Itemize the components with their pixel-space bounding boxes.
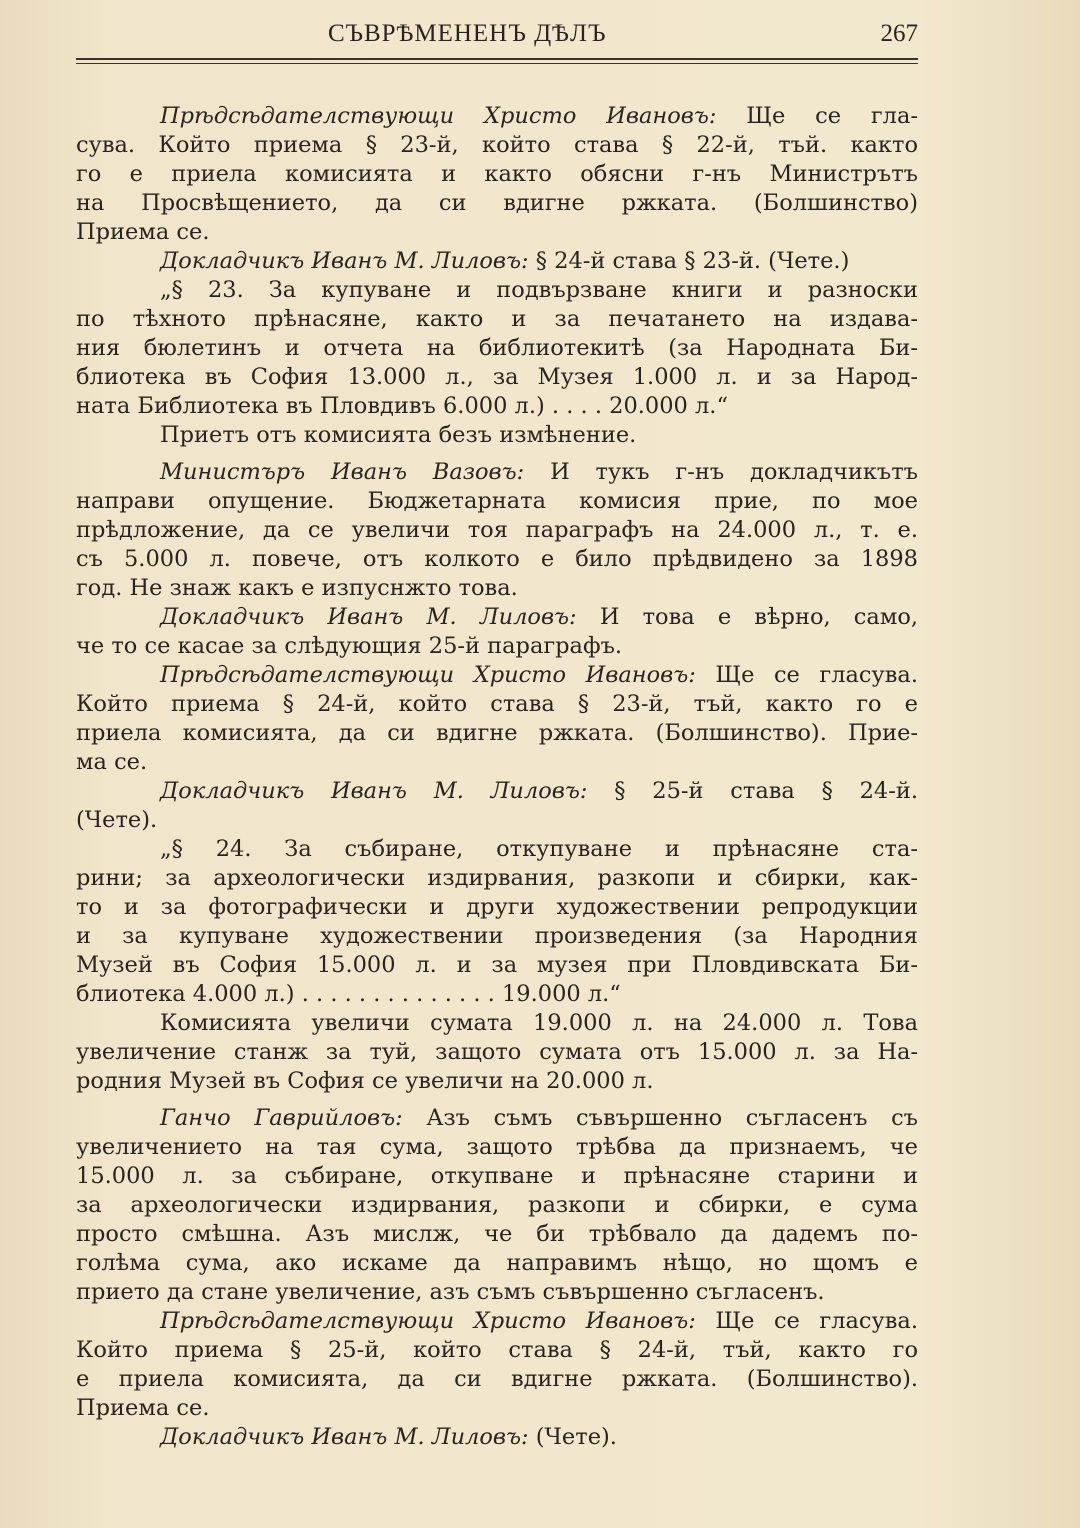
- text-line: [76, 218, 918, 247]
- line-text: Ще се гласува.: [715, 662, 918, 688]
- page-header: [76, 0, 918, 58]
- line-text: го е приела комисията и както обясни г-нъ Министрътъ: [76, 161, 918, 187]
- line-text: (Чете).: [76, 807, 158, 833]
- text-line: [76, 1336, 918, 1365]
- line-text: ма се.: [76, 749, 148, 775]
- paragraph: [76, 777, 918, 835]
- text-line: [76, 690, 918, 719]
- line-text: § 24-й става § 23-й. (Чете.): [535, 248, 850, 274]
- line-text: Азъ съмъ съвършенно съгласенъ съ: [426, 1105, 919, 1131]
- paragraph: [76, 1009, 918, 1096]
- line-text: год. Не знаж какъ е изпуснжто това.: [76, 575, 518, 601]
- text-line: [76, 102, 918, 131]
- text-line: [76, 922, 918, 951]
- line-text: Ще се гла-: [746, 103, 918, 129]
- line-text: е приела комисията, да си вдигне ржката. (Болшинство).: [76, 1366, 918, 1392]
- text-line: [76, 363, 918, 392]
- text-line: [76, 748, 918, 777]
- text-line: [76, 1133, 918, 1162]
- text-line: [76, 458, 918, 487]
- text-line: [76, 1394, 918, 1423]
- text-line: [76, 1307, 918, 1336]
- text-line: [76, 392, 918, 421]
- line-text: И това е вѣрно, само,: [599, 604, 919, 630]
- text-line: [76, 247, 918, 276]
- text-line: [76, 421, 918, 450]
- speaker-name: Прѣдсѣдателствующи Христо Ивановъ:: [160, 662, 696, 688]
- line-text: просто смѣшна. Азъ мислж, че би трѣбвало да дадемъ по-: [76, 1221, 918, 1247]
- speaker-name: Докладчикъ Иванъ М. Лиловъ:: [160, 778, 588, 804]
- speaker-name: Докладчикъ Иванъ М. Лиловъ:: [160, 1424, 529, 1450]
- text-line: [76, 545, 918, 574]
- text-line: [76, 806, 918, 835]
- line-text: И тукъ г-нъ докладчикътъ: [550, 459, 918, 485]
- speaker-name: Прѣдсѣдателствующи Христо Ивановъ:: [160, 1308, 696, 1334]
- text-line: [76, 603, 918, 632]
- speaker-name: Прѣдсѣдателствующи Христо Ивановъ:: [160, 103, 717, 129]
- line-text: ната Библиотека въ Пловдивъ 6.000 л.) . . . . 20.000 л.“: [76, 393, 728, 419]
- text-line: [76, 334, 918, 363]
- text-line: [76, 835, 918, 864]
- text-line: [76, 1104, 918, 1133]
- line-text: § 25-й става § 24-й.: [614, 778, 918, 804]
- line-text: „§ 24. За събиране, откупуване и прѣнасяне ста-: [160, 836, 918, 862]
- line-text: прѣдложение, да се увеличи тоя параграфъ на 24.000 л., т. е.: [76, 517, 918, 543]
- paragraph: [76, 102, 918, 247]
- line-text: „§ 23. За купуване и подвързване книги и разноски: [160, 277, 918, 303]
- text-line: [76, 1009, 918, 1038]
- line-text: голѣма сума, ако искаме да направимъ нѣщо, но щомъ е: [76, 1250, 918, 1276]
- line-text: то и за фотографически и други художествении репродукции: [76, 894, 918, 920]
- paragraph: [76, 247, 918, 276]
- text-line: [76, 1249, 918, 1278]
- paragraph: [76, 421, 918, 450]
- text-line: [76, 189, 918, 218]
- page-number: 267: [880, 20, 918, 47]
- text-line: [76, 1191, 918, 1220]
- text-line: [76, 951, 918, 980]
- text-line: [76, 719, 918, 748]
- line-text: блиотека въ София 13.000 л., за Музея 1.000 л. и за Народ-: [76, 364, 918, 390]
- line-text: (Чете).: [535, 1424, 617, 1450]
- line-text: увеличение станж за туй, защото сумата отъ 15.000 л. за На-: [76, 1039, 918, 1065]
- speaker-name: Докладчикъ Иванъ М. Лиловъ:: [160, 604, 577, 630]
- line-text: родния Музей въ София се увеличи на 20.000 л.: [76, 1068, 654, 1094]
- line-text: съ 5.000 л. повече, отъ колкото е било прѣдвидено за 1898: [76, 546, 918, 572]
- paragraph: [76, 835, 918, 1009]
- line-text: ния бюлетинъ и отчета на библиотекитѣ (за Народната Би-: [76, 335, 918, 361]
- paragraph: [76, 1307, 918, 1423]
- text-line: [76, 1278, 918, 1307]
- page-body: [76, 102, 918, 1452]
- text-line: [76, 1365, 918, 1394]
- text-line: [76, 305, 918, 334]
- text-line: [76, 632, 918, 661]
- line-text: Който приема § 24-й, който става § 23-й, тъй, както го е: [76, 691, 918, 717]
- text-line: [76, 516, 918, 545]
- line-text: увеличението на тая сума, защото трѣбва да признаемъ, че: [76, 1134, 918, 1160]
- text-line: [76, 160, 918, 189]
- header-rule: [76, 58, 918, 60]
- line-text: по тѣхното прѣнасяне, както и за печатането на издава-: [76, 306, 918, 332]
- text-line: [76, 276, 918, 305]
- speaker-name: Министъръ Иванъ Вазовъ:: [160, 459, 525, 485]
- text-line: [76, 1220, 918, 1249]
- line-text: Комисията увеличи сумата 19.000 л. на 24.000 л. Това: [160, 1010, 918, 1036]
- line-text: Който приема § 25-й, който става § 24-й, тъй, както го: [76, 1337, 918, 1363]
- paragraph: [76, 276, 918, 421]
- paragraph: [76, 458, 918, 603]
- line-text: за археологически издирвания, разкопи и сбирки, е сума: [76, 1192, 918, 1218]
- text-line: [76, 1162, 918, 1191]
- line-text: и за купуване художествении произведения (за Народния: [76, 923, 918, 949]
- line-text: Приема се.: [76, 1395, 210, 1421]
- line-text: прието да стане увеличение, азъ съмъ съвършенно съгласенъ.: [76, 1279, 825, 1305]
- line-text: на Просвѣщението, да си вдигне ржката. (Болшинство): [76, 190, 918, 216]
- paragraph: [76, 1104, 918, 1307]
- line-text: Приетъ отъ комисията безъ измѣнение.: [160, 422, 637, 448]
- text-line: [76, 864, 918, 893]
- text-line: [76, 1423, 918, 1452]
- line-text: Приема се.: [76, 219, 210, 245]
- paragraph: [76, 661, 918, 777]
- text-line: [76, 1038, 918, 1067]
- line-text: направи опущение. Бюджетарната комисия прие, по мое: [76, 488, 918, 514]
- text-line: [76, 777, 918, 806]
- line-text: че то се касае за слѣдующия 25-й параграфъ.: [76, 633, 623, 659]
- line-text: Ще се гласува.: [715, 1308, 918, 1334]
- text-line: [76, 980, 918, 1009]
- line-text: сува. Който приема § 23-й, който става § 22-й, тъй. както: [76, 132, 918, 158]
- speaker-name: Докладчикъ Иванъ М. Лиловъ:: [160, 248, 529, 274]
- speaker-name: Ганчо Гаврийловъ:: [160, 1105, 403, 1131]
- text-line: [76, 131, 918, 160]
- line-text: рини; за археологически издирвания, разкопи и сбирки, как-: [76, 865, 918, 891]
- running-head: СЪВРѢМЕНЕНЪ ДѢЛЪ: [328, 20, 607, 47]
- line-text: Музей въ София 15.000 л. и за музея при Пловдивската Би-: [76, 952, 918, 978]
- paragraph: [76, 603, 918, 661]
- line-text: 15.000 л. за събиране, откупване и прѣнасяне старини и: [76, 1163, 918, 1189]
- header-rule-thin: [76, 63, 918, 64]
- text-line: [76, 893, 918, 922]
- line-text: блиотека 4.000 л.) . . . . . . . . . . . . . . 19.000 л.“: [76, 981, 621, 1007]
- text-line: [76, 1067, 918, 1096]
- text-line: [76, 574, 918, 603]
- text-line: [76, 661, 918, 690]
- line-text: приела комисията, да си вдигне ржката. (Болшинство). Прие-: [76, 720, 918, 746]
- text-line: [76, 487, 918, 516]
- paragraph: [76, 1423, 918, 1452]
